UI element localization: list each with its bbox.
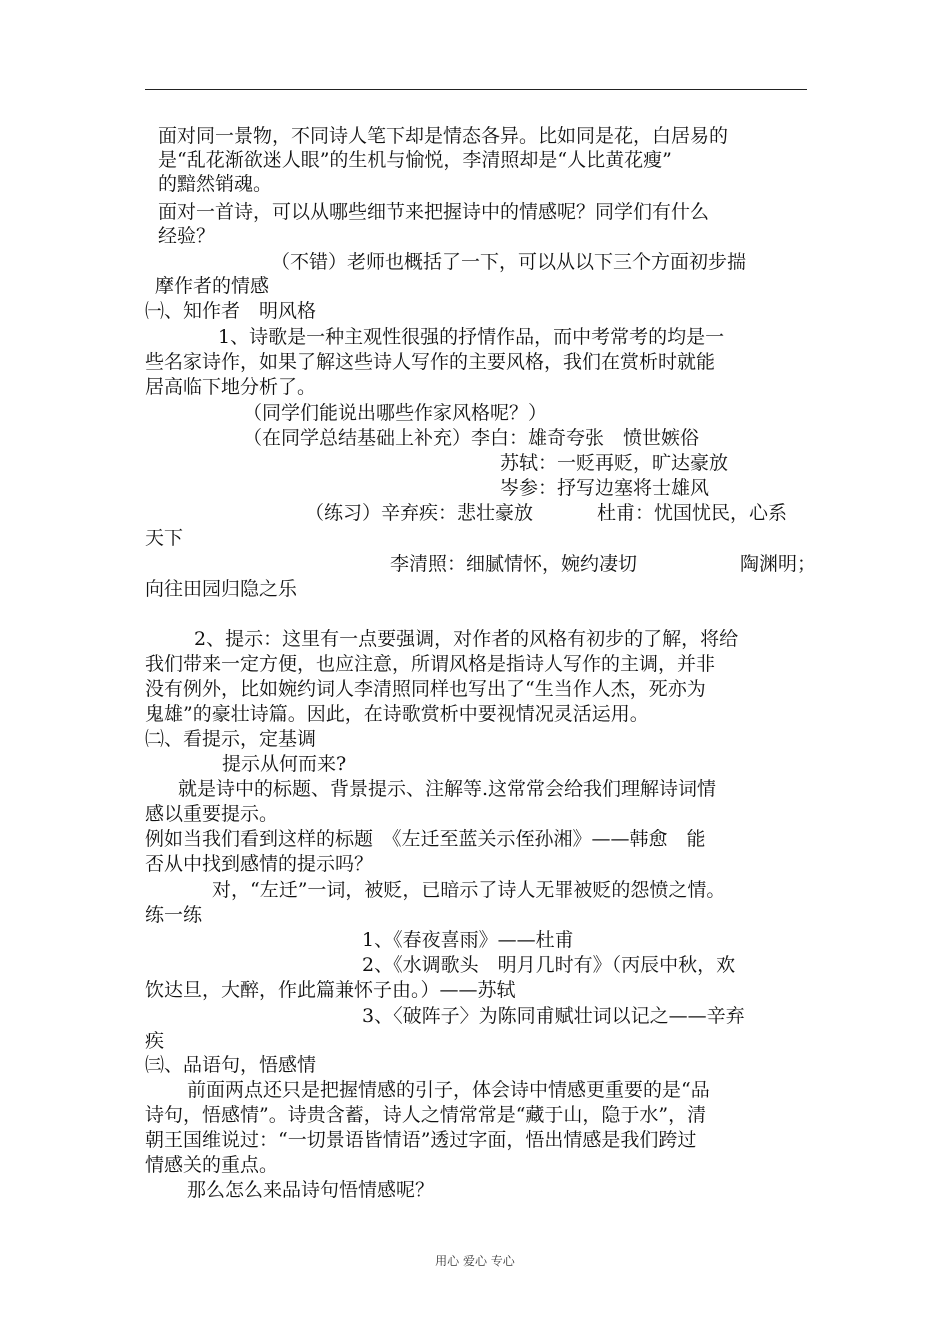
text-line: 岑参：抒写边塞将士雄风 bbox=[500, 477, 710, 499]
text-line: 杜甫：忧国忧民，心系 bbox=[597, 502, 788, 524]
text-line: 面对同一景物，不同诗人笔下却是情态各异。比如同是花，白居易的 bbox=[158, 125, 729, 147]
text-line: 陶渊明； bbox=[740, 553, 817, 575]
text-line: 诗句，悟感情”。诗贵含蓄，诗人之情常常是“藏于山，隐于水”，清 bbox=[145, 1104, 707, 1126]
section-heading: ㈡、看提示，定基调 bbox=[145, 728, 317, 750]
text-line: 否从中找到感情的提示吗？ bbox=[145, 853, 374, 875]
text-line: 疾 bbox=[145, 1030, 165, 1052]
text-line: 2、提示：这里有一点要强调，对作者的风格有初步的了解，将给 bbox=[194, 628, 739, 650]
text-line: 天下 bbox=[145, 527, 184, 549]
text-line: 苏轼：一贬再贬，旷达豪放 bbox=[500, 452, 729, 474]
section-heading: ㈢、品语句，悟感情 bbox=[145, 1054, 317, 1076]
text-line: 那么怎么来品诗句悟情感呢？ bbox=[187, 1179, 435, 1201]
text-line: 是“乱花渐欲迷人眼”的生机与愉悦，李清照却是“人比黄花瘦” bbox=[158, 149, 672, 171]
page-footer: 用心 爱心 专心 bbox=[435, 1254, 515, 1268]
text-line: 1、《春夜喜雨》——杜甫 bbox=[362, 929, 574, 951]
text-line: 朝王国维说过：“一切景语皆情语”透过字面，悟出情感是我们跨过 bbox=[145, 1129, 697, 1151]
text-line: 我们带来一定方便，也应注意，所谓风格是指诗人写作的主调，并非 bbox=[145, 653, 716, 675]
text-line: 对，“左迁”一词，被贬，已暗示了诗人无罪被贬的怨愤之情。 bbox=[212, 879, 726, 901]
header-rule bbox=[145, 89, 807, 90]
text-line: 感以重要提示。 bbox=[145, 803, 279, 825]
text-line: 没有例外，比如婉约词人李清照同样也写出了“生当作人杰，死亦为 bbox=[145, 678, 706, 700]
section-heading: ㈠、知作者 明风格 bbox=[145, 300, 317, 322]
text-line: 1、诗歌是一种主观性很强的抒情作品，而中考常考的均是一 bbox=[218, 326, 725, 348]
text-line: 面对一首诗，可以从哪些细节来把握诗中的情感呢？同学们有什么 bbox=[158, 201, 710, 223]
text-line: （在同学总结基础上补充）李白：雄奇夸张 愤世嫉俗 bbox=[243, 427, 700, 449]
text-line: 李清照：细腻情怀，婉约凄切 bbox=[390, 553, 638, 575]
text-line: 就是诗中的标题、背景提示、注解等.这常常会给我们理解诗词情 bbox=[178, 778, 717, 800]
text-line: 些名家诗作，如果了解这些诗人写作的主要风格，我们在赏析时就能 bbox=[145, 351, 716, 373]
text-line: 饮达旦，大醉，作此篇兼怀子由。）——苏轼 bbox=[145, 979, 516, 1001]
text-line: 情感关的重点。 bbox=[145, 1154, 279, 1176]
text-line: 的黯然销魂。 bbox=[158, 173, 273, 195]
text-line: （练习）辛弃疾：悲壮豪放 bbox=[305, 502, 534, 524]
text-line: 向往田园归隐之乐 bbox=[145, 578, 298, 600]
text-line: 居高临下地分析了。 bbox=[145, 376, 317, 398]
text-line: 鬼雄”的豪壮诗篇。因此，在诗歌赏析中要视情况灵活运用。 bbox=[145, 703, 649, 725]
text-line: 前面两点还只是把握情感的引子，体会诗中情感更重要的是“品 bbox=[187, 1079, 710, 1101]
text-line: 摩作者的情感 bbox=[155, 275, 270, 297]
text-line: （同学们能说出哪些作家风格呢？） bbox=[243, 402, 548, 424]
text-line: 2、《水调歌头 明月几时有》（丙辰中秋，欢 bbox=[362, 954, 736, 976]
text-line: 例如当我们看到这样的标题 《左迁至蓝关示侄孙湘》——韩愈 能 bbox=[145, 828, 706, 850]
text-line: 经验？ bbox=[158, 225, 216, 247]
text-line: （不错）老师也概括了一下，可以从以下三个方面初步揣 bbox=[271, 251, 747, 273]
text-line: 练一练 bbox=[145, 904, 203, 926]
text-line: 提示从何而来? bbox=[222, 753, 347, 775]
text-line: 3、〈破阵子〉为陈同甫赋壮词以记之——辛弃 bbox=[362, 1005, 745, 1027]
